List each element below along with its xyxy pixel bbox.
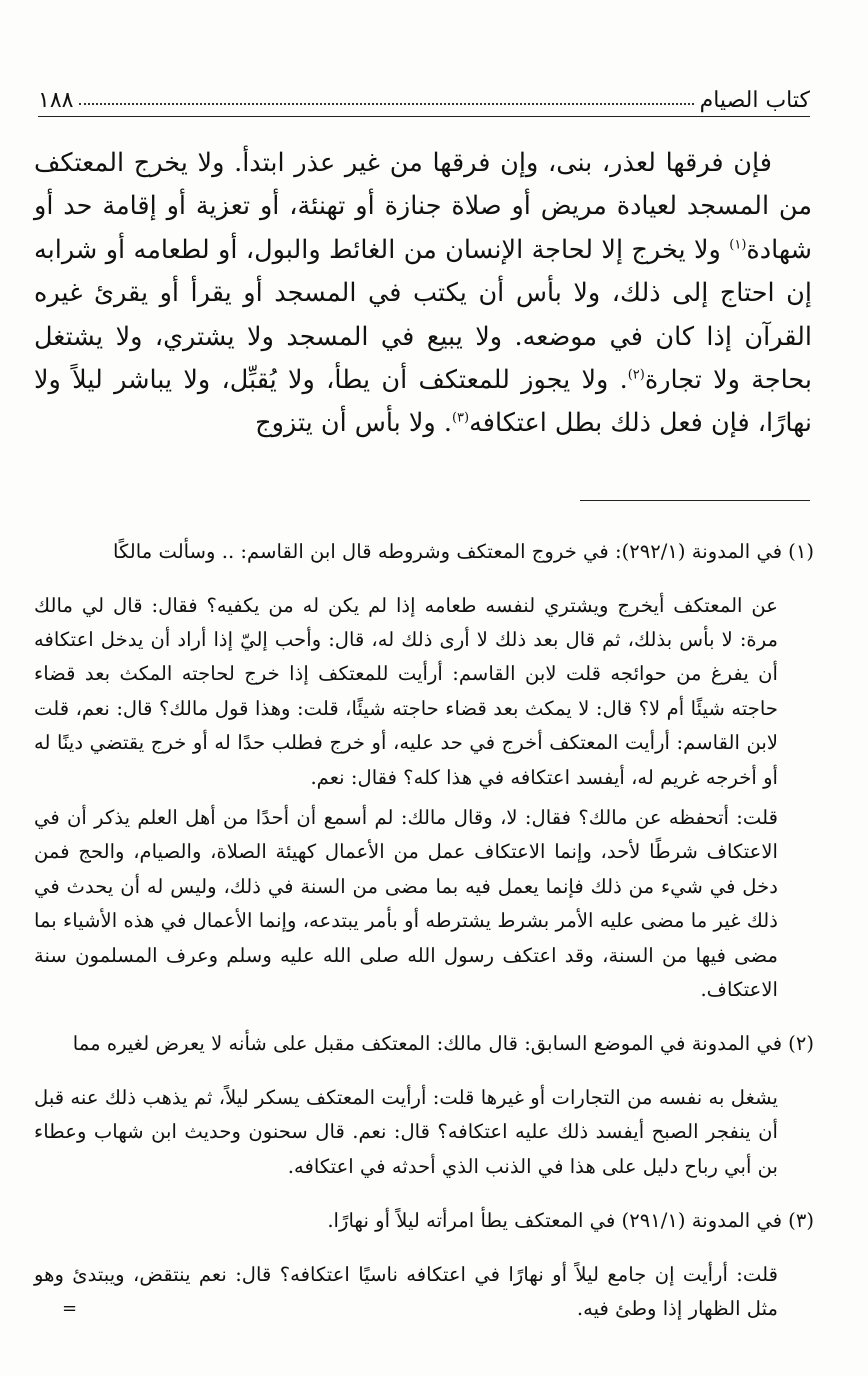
continuation-mark: = [62,1298,78,1320]
main-paragraph: فإن فرقها لعذر، بنى، وإن فرقها من غير عذر ابتدأ. ولا يخرج المعتكف من المسجد لعيادة مريض أو صلاة جنازة أو تهنئة، أو تعزية أو إقامة حد أو شهادة$^{(١)}$ ولا يخرج إلا لحاجة الإنسان من الغائط والبول، أو لطعامه أو شرابه إن احتاج إلى ذلك، ولا بأس أن يكتب في المسجد أو يقرأ أو يقرئ غيره القرآن إذا كان في موضعه. ولا يبيع في المسجد ولا يشتري، ولا يشتغل بحاجة ولا تجارة$^{(٢)}$. ولا يجوز للمعتكف أن يطأ، ولا يُقبِّل، ولا يباشر ليلاً ولا نهارًا، فإن فعل ذلك بطل اعتكافه$^{(٣)}$. ولا بأس أن يتزوج [34,148,812,439]
running-header [38,82,810,117]
footnote-1 [34,535,814,1008]
footnote-2 [34,1027,814,1184]
header-dot-leader [79,102,693,105]
footnote-ref-1[interactable]: (١) [729,237,747,253]
footnote-body: يشغل به نفسه من التجارات أو غيرها قلت: أرأيت المعتكف يسكر ليلاً، ثم يذهب ذلك عنه قبل أن ينفجر الصبح أيفسد ذلك عليه اعتكافه؟ قال: نعم. قال سحنون وحديث ابن شهاب وعطاء بن أبي رباح دليل على هذا في الذنب الذي أحدثه في اعتكافه. [34,1086,778,1178]
footnote-body: عن المعتكف أيخرج ويشتري لنفسه طعامه إذا لم يكن له من يكفيه؟ فقال: قال لي مالك مرة: لا بأس بذلك، ثم قال بعد ذلك لا أرى ذلك له، قال: وأحب إليّ إذا أراد أن يدخل اعتكافه أن يفرغ من حوائجه قلت لابن القاسم: أرأيت للمعتكف إذا خرج لحاجته المكث بعد قضاء حاجته شيئًا أم لا؟ قال: لا يمكث بعد قضاء حاجته شيئًا، قلت: وهذا قول مالك؟ قال: نعم، قلت لابن القاسم: أرأيت المعتكف أخرج في حد عليه، أو خرج فطلب حدًا له أو خرج يقتضي دينًا له أو أخرجه غريم له، أيفسد اعتكافه في هذا كله؟ فقال: نعم. [34,593,778,789]
footnote-marker: (٢) [788,1032,814,1056]
footnote-intro: في المدونة في الموضع السابق: قال مالك: المعتكف مقبل على شأنه لا يعرض لغيره مما [72,1032,783,1056]
footnote-ref-2[interactable]: (٢) [627,367,645,383]
footnote-intro: في المدونة (٢٩٢/١): في خروج المعتكف وشروطه قال ابن القاسم: .. وسألت مالكًا [113,539,783,563]
footnotes [34,515,814,1327]
footnote-intro: في المدونة (٢٩١/١) في المعتكف يطأ امرأته ليلاً أو نهارًا. [327,1208,783,1232]
footnote-ref-3[interactable]: (٣) [451,410,470,426]
footnote-marker: (١) [788,539,814,563]
footnote-separator [580,500,810,501]
footnote-3 [34,1204,814,1327]
footnote-marker: (٣) [788,1208,814,1232]
footnote-paragraph: قلت: أتحفظه عن مالك؟ فقال: لا، وقال مالك: لم أسمع أن أحدًا من أهل العلم يذكر أن في الاعتكاف شرطًا لأحد، وإنما الاعتكاف عمل من الأعمال كهيئة الصلاة، والصيام، والحج فمن دخل في شيء من ذلك فإنما يعمل فيه بما مضى من السنة في ذلك، وليس له أن يحدث في ذلك غير ما مضى عليه الأمر بشرط يشترطه أو بأمر يبتدعه، وإنما الأعمال في هذه الأشياء بما مضى فيها من السنة، وقد اعتكف رسول الله صلى الله عليه وسلم وعرف المسلمون سنة الاعتكاف. [34,806,778,1002]
book-title: كتاب الصيام [699,88,810,113]
page-number: ١٨٨ [38,88,74,113]
footnote-body: قلت: أرأيت إن جامع ليلاً أو نهارًا في اعتكافه ناسيًا اعتكافه؟ قال: نعم ينتقض، ويبتدئ وهو مثل الظهار إذا وطئ فيه. [34,1262,778,1321]
main-text [34,142,812,446]
